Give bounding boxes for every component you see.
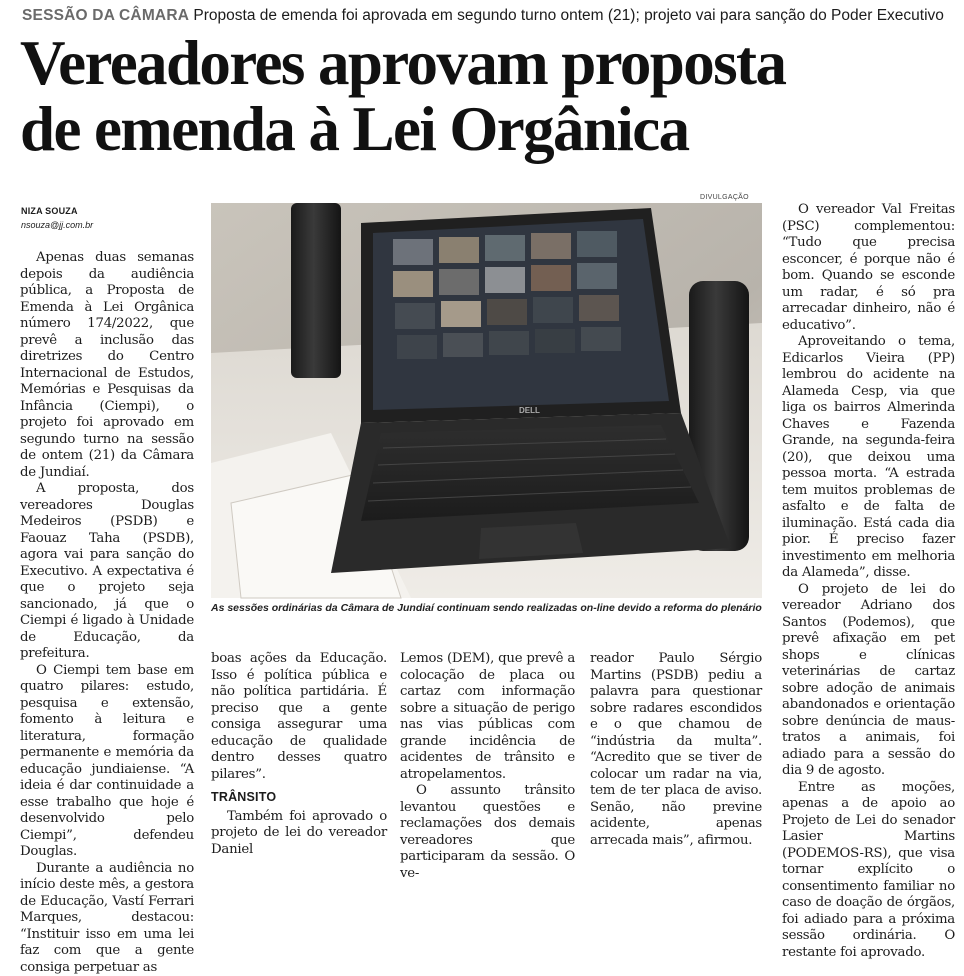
paragraph: Também foi aprovado o projeto de lei do vereador Daniel (211, 809, 387, 859)
article-column-2 (211, 651, 387, 816)
paragraph: Apenas duas semanas depois da audiência pública, a Proposta de Emenda à Lei Orgânica número 174/2022, que prevê a inclusão das diretrizes do Centro Internacional de Estudos, Memórias e Pesquisas da Infância (Ciempi), o projeto foi aprovado em segundo turno na sessão de ontem (21) da Câmara de Jundiaí. (20, 250, 194, 481)
photo-credit: DIVULGAÇÃO (700, 194, 749, 201)
article-photo (211, 203, 762, 598)
laptop-brand: DELL (519, 406, 540, 415)
kicker (22, 6, 952, 26)
paragraph: Entre as moções, apenas a de apoio ao Projeto de Lei do senador Lasier Martins (PODEMOS-RS), que visa tornar explícito o consentimento familiar no caso de doação de órgãos, foi adiado para a próxima sessão ordinária. O restante foi aprovado. (782, 780, 955, 962)
kicker-subtitle: Proposta de emenda foi aprovada em segundo turno ontem (21); projeto vai para sanção do Poder Executivo (193, 7, 944, 24)
paragraph: O vereador Val Freitas (PSC) complementou: “Tudo que precisa esconcer, é porque não é bom. Quando se esconde um radar, é só pra arrecadar dinheiro, não é educativo”. (782, 202, 955, 334)
headline-line-2: de emenda à Lei Orgânica (20, 96, 950, 162)
photo-caption: As sessões ordinárias da Câmara de Jundiaí continuam sendo realizadas on-line devido a reforma do plenário (211, 602, 762, 615)
paragraph: O Ciempi tem base em quatro pilares: estudo, pesquisa e extensão, fomento à leitura e literatura, formação permanente e memória da educação jundiaiense. “A ideia é dar continuidade a esse trabalho que hoje é desenvolvido pelo Ciempi”, defendeu Douglas. (20, 663, 194, 861)
paragraph: Lemos (DEM), que prevê a colocação de placa ou cartaz com informação sobre a situação de perigo nas vias públicas com grande incidência de acidentes de trânsito e atropelamentos. (400, 651, 575, 783)
paragraph: boas ações da Educação. Isso é política pública e não política partidária. É preciso que a gente consiga assegurar uma educação de qualidade dentro desses quatro pilares”. (211, 651, 387, 783)
article-column-1 (20, 250, 194, 815)
headline (20, 30, 950, 162)
paragraph: reador Paulo Sérgio Martins (PSDB) pediu a palavra para questionar sobre radares escondidos e o que chamou de “indústria da multa”. “Acredito que se tiver de colocar um radar na via, tem de ter placa de aviso. Senão, não previne acidente, apenas arrecada mais”, afirmou. (590, 651, 762, 849)
section-label: SESSÃO DA CÂMARA (22, 7, 189, 24)
paragraph: Durante a audiência no início deste mês, a gestora de Educação, Vastí Ferrari Marques, destacou: “Instituir isso em uma lei faz com que a gente consiga perpetuar as (20, 861, 194, 976)
paragraph: A proposta, dos vereadores Douglas Medeiros (PSDB) e Faouaz Taha (PSDB), agora vai para sanção do Executivo. A expectativa é que o projeto seja sancionado, já que o Ciempi é ligado à Unidade de Educação, da prefeitura. (20, 481, 194, 663)
article-column-5 (782, 202, 955, 815)
subhead-transito: TRÂNSITO (211, 789, 387, 806)
paragraph: Aproveitando o tema, Edicarlos Vieira (PP) lembrou do acidente na Alameda Cesp, via que liga os bairros Almerinda Chaves e Fazenda Grande, na segunda-feira (20), que deixou uma pessoa morta. “A estrada tem muitos problemas de asfalto e de falta de iluminação. Está cada dia pior. É preciso fazer investimento em melhoria da Alameda”, disse. (782, 334, 955, 582)
paragraph: O projeto de lei do vereador Adriano dos Santos (Podemos), que prevê afixação em pet shops e clínicas veterinárias de cartaz sobre adoção de animais abandonados e orientação sobre denúncia de maus-tratos a animais, foi adiado para a sessão do dia 9 de agosto. (782, 582, 955, 780)
paragraph: O assunto trânsito levantou questões e reclamações dos demais vereadores que participaram da sessão. O ve- (400, 783, 575, 882)
article-column-3 (400, 651, 575, 816)
laptop-photo-illustration (211, 203, 762, 598)
speaker-left (291, 203, 341, 378)
byline-author: NIZA SOUZA (21, 206, 78, 216)
touchpad (479, 523, 583, 559)
headline-line-1: Vereadores aprovam proposta (20, 30, 950, 96)
article-column-4 (590, 651, 762, 816)
byline-email[interactable]: nsouza@jj.com.br (21, 220, 93, 230)
